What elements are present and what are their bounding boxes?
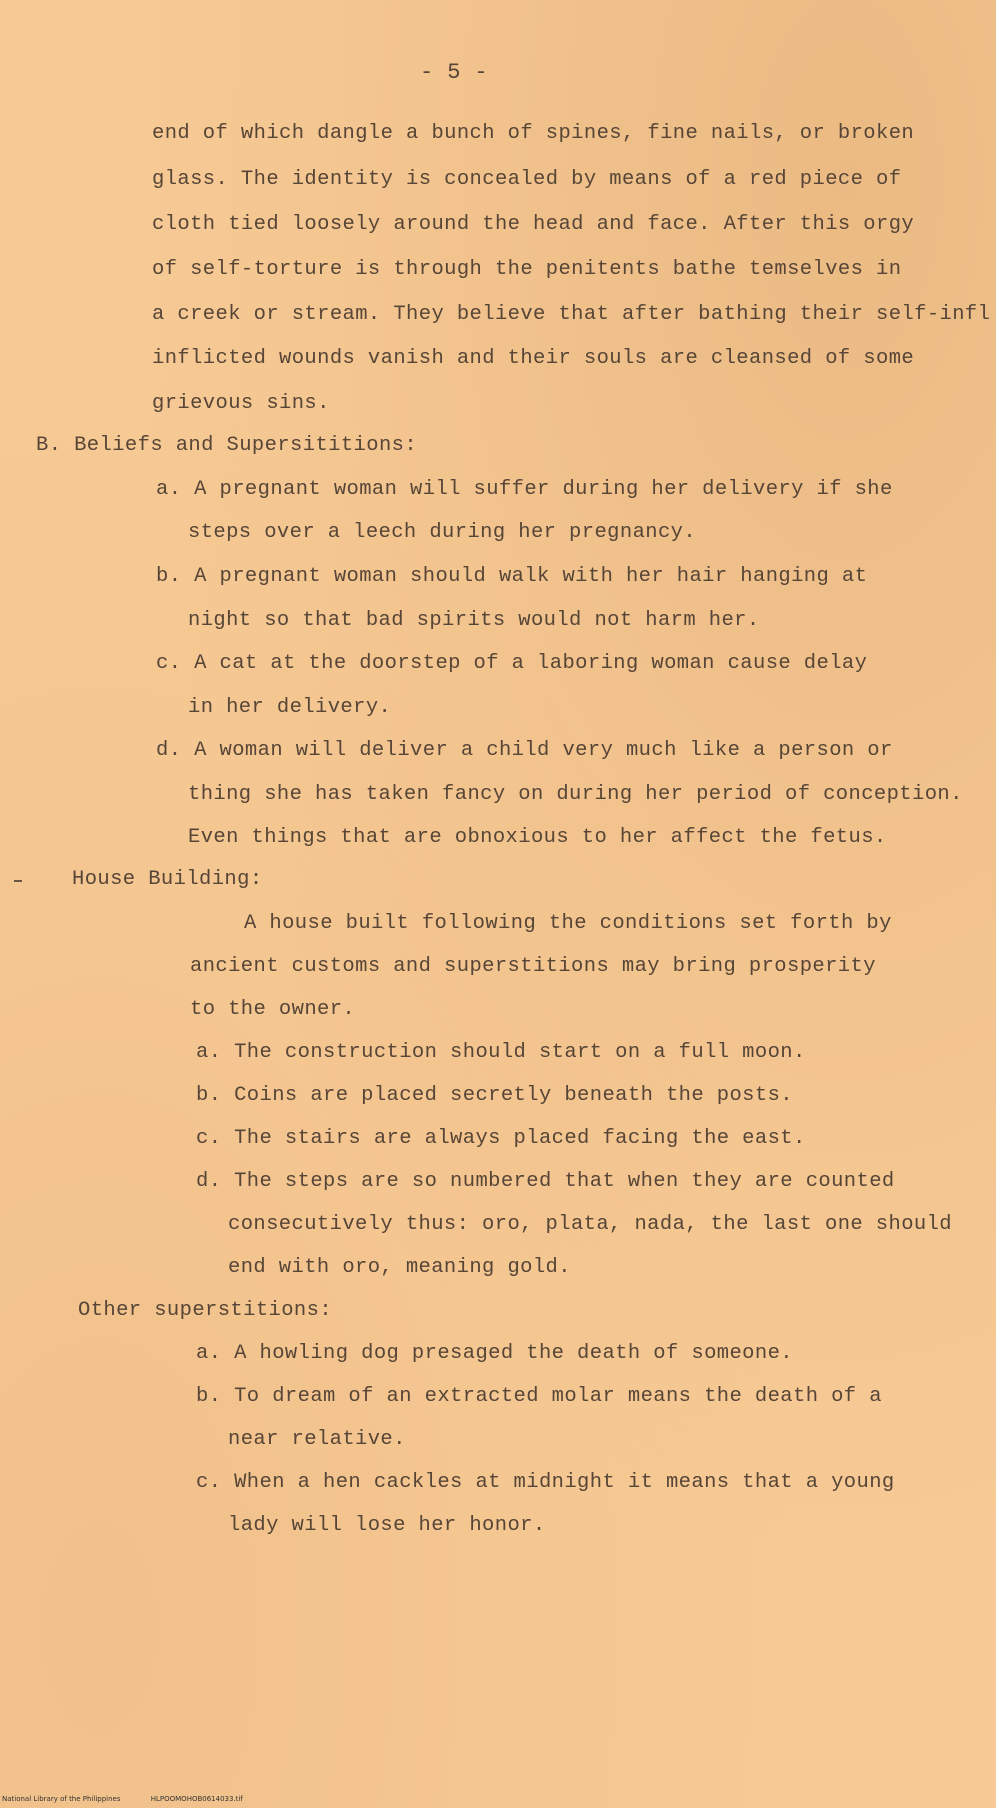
- list-item: d. The steps are so numbered that when they are counted: [196, 1170, 895, 1193]
- paragraph-line: glass. The identity is concealed by means of a red piece of: [152, 168, 902, 191]
- section-heading-other-superstitions: Other superstitions:: [78, 1299, 333, 1322]
- list-item: a. The construction should start on a full moon.: [196, 1041, 806, 1064]
- list-item: a. A howling dog presaged the death of someone.: [196, 1342, 793, 1365]
- paragraph-line: ancient customs and superstitions may bring prosperity: [190, 955, 876, 978]
- list-item-continuation: night so that bad spirits would not harm her.: [188, 609, 760, 632]
- paragraph-line: to the owner.: [190, 998, 356, 1021]
- list-item: b. To dream of an extracted molar means the death of a: [196, 1385, 882, 1408]
- list-item-continuation: steps over a leech during her pregnancy.: [188, 521, 697, 544]
- list-item: b. A pregnant woman should walk with her hair hanging at: [156, 565, 868, 588]
- list-item-continuation: near relative.: [228, 1428, 406, 1451]
- paragraph-line: cloth tied loosely around the head and face. After this orgy: [152, 213, 915, 236]
- paragraph-line: A house built following the conditions set forth by: [244, 912, 892, 935]
- list-item: c. A cat at the doorstep of a laboring woman cause delay: [156, 652, 868, 675]
- list-item-continuation: Even things that are obnoxious to her affect the fetus.: [188, 826, 887, 849]
- section-heading-beliefs: B. Beliefs and Supersititions:: [36, 434, 418, 457]
- scan-footer: [2, 1795, 271, 1803]
- list-item: c. When a hen cackles at midnight it means that a young: [196, 1471, 895, 1494]
- list-item: c. The stairs are always placed facing the east.: [196, 1127, 806, 1150]
- paragraph-line: a creek or stream. They believe that after bathing their self-infl: [152, 303, 991, 326]
- paragraph-line: of self-torture is through the penitents bathe temselves in: [152, 258, 902, 281]
- list-item: b. Coins are placed secretly beneath the posts.: [196, 1084, 793, 1107]
- list-item-continuation: thing she has taken fancy on during her period of conception.: [188, 783, 963, 806]
- paragraph-line: grievous sins.: [152, 392, 330, 415]
- margin-dash-mark: [14, 880, 22, 882]
- page-number: - 5 -: [420, 60, 489, 85]
- list-item-continuation: consecutively thus: oro, plata, nada, the last one should: [228, 1213, 953, 1236]
- footer-file-id: HLPOOMOHOB0614033.tif: [150, 1795, 243, 1803]
- list-item-continuation: in her delivery.: [188, 696, 392, 719]
- list-item-continuation: end with oro, meaning gold.: [228, 1256, 571, 1279]
- paragraph-line: end of which dangle a bunch of spines, fine nails, or broken: [152, 122, 915, 145]
- list-item: d. A woman will deliver a child very much like a person or: [156, 739, 893, 762]
- paragraph-line: inflicted wounds vanish and their souls are cleansed of some: [152, 347, 915, 370]
- footer-library-name: National Library of the Philippines: [2, 1795, 121, 1803]
- list-item-continuation: lady will lose her honor.: [228, 1514, 546, 1537]
- section-heading-house-building: House Building:: [72, 868, 263, 891]
- list-item: a. A pregnant woman will suffer during her delivery if she: [156, 478, 893, 501]
